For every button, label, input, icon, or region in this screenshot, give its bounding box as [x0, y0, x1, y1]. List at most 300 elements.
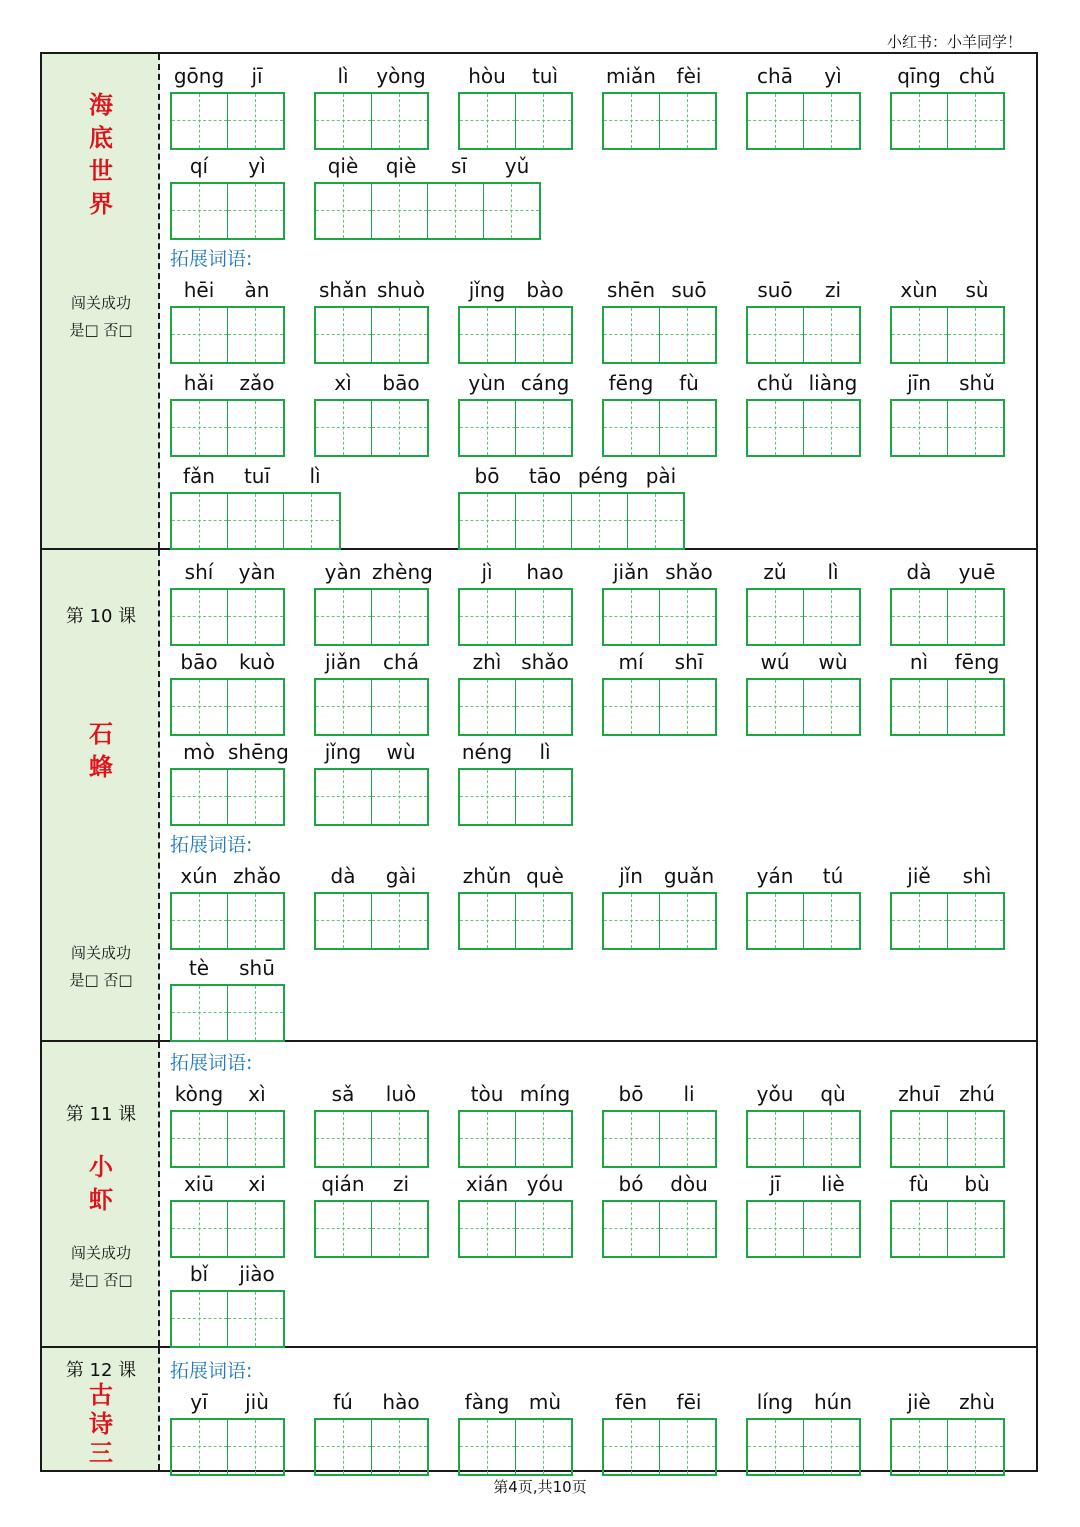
pinyin-label: jiǎn — [324, 650, 362, 674]
pinyin-label: shǎo — [521, 650, 569, 674]
lesson-sidebar — [42, 1042, 160, 1346]
tianzige-cell[interactable] — [316, 94, 372, 148]
tianzige-cell[interactable] — [172, 1420, 228, 1474]
pinyin-label: bó — [618, 1172, 644, 1196]
writing-grid[interactable] — [170, 768, 285, 826]
writing-grid[interactable] — [602, 678, 717, 736]
tianzige-cell[interactable] — [228, 894, 283, 948]
writing-grid[interactable] — [890, 678, 1005, 736]
writing-grid[interactable] — [170, 1290, 285, 1348]
writing-grid[interactable] — [602, 92, 717, 150]
pinyin-label: fēn — [614, 1390, 648, 1414]
pinyin-label: jīn — [907, 371, 931, 395]
tianzige-cell[interactable] — [316, 1202, 372, 1256]
writing-grid[interactable] — [458, 1110, 573, 1168]
tianzige-cell[interactable] — [228, 680, 283, 734]
tianzige-cell[interactable] — [172, 184, 228, 238]
tianzige-cell[interactable] — [316, 590, 372, 644]
tianzige-cell[interactable] — [804, 1420, 859, 1474]
writing-grid[interactable] — [890, 399, 1005, 457]
writing-grid[interactable] — [170, 306, 285, 364]
tianzige-cell[interactable] — [572, 494, 628, 548]
tianzige-cell[interactable] — [372, 770, 427, 824]
tianzige-cell[interactable] — [604, 308, 660, 362]
writing-grid[interactable] — [314, 892, 429, 950]
pinyin-label: zǎo — [239, 371, 275, 395]
tianzige-cell[interactable] — [372, 1202, 427, 1256]
writing-grid[interactable] — [458, 768, 573, 826]
title-char: 底 — [89, 123, 113, 152]
tianzige-cell[interactable] — [316, 308, 372, 362]
tianzige-cell[interactable] — [892, 1112, 948, 1166]
tianzige-cell[interactable] — [228, 1112, 283, 1166]
pinyin-label: yì — [824, 64, 842, 88]
writing-grid[interactable] — [746, 92, 861, 150]
tianzige-cell[interactable] — [172, 1202, 228, 1256]
tianzige-cell[interactable] — [372, 184, 428, 238]
tianzige-cell[interactable] — [948, 308, 1003, 362]
writing-grid[interactable] — [170, 678, 285, 736]
tianzige-cell[interactable] — [316, 1420, 372, 1474]
writing-grid[interactable] — [746, 399, 861, 457]
lesson-words — [160, 1042, 1036, 1346]
pinyin-label: shǎn — [318, 278, 368, 302]
writing-grid[interactable] — [170, 399, 285, 457]
lesson-sidebar — [42, 550, 160, 1040]
worksheet — [40, 52, 1038, 1472]
writing-grid[interactable] — [314, 1418, 429, 1476]
pinyin-label: bō — [474, 464, 500, 488]
tianzige-cell[interactable] — [172, 986, 228, 1040]
tianzige-cell[interactable] — [804, 1202, 859, 1256]
tianzige-cell[interactable] — [660, 894, 715, 948]
tianzige-cell[interactable] — [748, 1112, 804, 1166]
tianzige-cell[interactable] — [172, 94, 228, 148]
pinyin-label: sǎ — [331, 1082, 355, 1106]
tianzige-cell[interactable] — [748, 590, 804, 644]
pinyin-label: yàn — [324, 560, 362, 584]
writing-grid[interactable] — [314, 92, 429, 150]
pinyin-label: jiě — [907, 864, 931, 888]
tianzige-cell[interactable] — [172, 1292, 228, 1346]
pass-label: 闯关成功 — [70, 944, 131, 962]
pinyin-label: nì — [909, 650, 929, 674]
writing-grid[interactable] — [170, 182, 285, 240]
tianzige-cell[interactable] — [428, 184, 484, 238]
tianzige-cell[interactable] — [316, 1112, 372, 1166]
tianzige-cell[interactable] — [604, 590, 660, 644]
tianzige-cell[interactable] — [892, 1420, 948, 1474]
tianzige-cell[interactable] — [516, 770, 571, 824]
pinyin-label: hòu — [468, 64, 506, 88]
pinyin-label: hào — [382, 1390, 420, 1414]
tianzige-cell[interactable] — [460, 680, 516, 734]
writing-grid[interactable] — [746, 306, 861, 364]
writing-grid[interactable] — [458, 1418, 573, 1476]
pinyin-label: yǒu — [756, 1082, 794, 1106]
writing-grid[interactable] — [458, 1200, 573, 1258]
lesson-number: 第 10 课 — [65, 606, 137, 627]
writing-grid[interactable] — [458, 399, 573, 457]
tianzige-cell[interactable] — [660, 308, 715, 362]
tianzige-cell[interactable] — [228, 94, 283, 148]
tianzige-cell[interactable] — [228, 986, 283, 1040]
pinyin-label: zhèng — [372, 560, 433, 584]
tianzige-cell[interactable] — [748, 1202, 804, 1256]
tianzige-cell[interactable] — [804, 590, 859, 644]
pinyin-label: jī — [251, 64, 263, 88]
tianzige-cell[interactable] — [604, 680, 660, 734]
writing-grid[interactable] — [890, 588, 1005, 646]
pinyin-label: tuì — [531, 64, 559, 88]
lesson-title — [42, 1380, 160, 1467]
pass-label: 闯关成功 — [70, 1244, 131, 1262]
lesson-sidebar — [42, 1348, 160, 1470]
title-char: 古 — [89, 1380, 113, 1409]
pinyin-label: sī — [451, 154, 467, 178]
tianzige-cell[interactable] — [284, 494, 339, 548]
writing-grid[interactable] — [890, 1200, 1005, 1258]
tianzige-cell[interactable] — [516, 94, 571, 148]
tianzige-cell[interactable] — [228, 184, 283, 238]
tianzige-cell[interactable] — [892, 308, 948, 362]
pinyin-label: yǔ — [504, 154, 530, 178]
pinyin-label: fǎn — [183, 464, 215, 488]
writing-grid[interactable] — [746, 892, 861, 950]
tianzige-cell[interactable] — [516, 680, 571, 734]
tianzige-cell[interactable] — [460, 94, 516, 148]
writing-grid[interactable] — [170, 1418, 285, 1476]
tianzige-cell[interactable] — [316, 680, 372, 734]
tianzige-cell[interactable] — [660, 94, 715, 148]
tianzige-cell[interactable] — [892, 94, 948, 148]
tianzige-cell[interactable] — [484, 184, 539, 238]
pinyin-label: qiè — [385, 154, 417, 178]
tianzige-cell[interactable] — [804, 308, 859, 362]
tianzige-cell[interactable] — [172, 590, 228, 644]
tianzige-cell[interactable] — [460, 494, 516, 548]
pinyin-label: xián — [465, 1172, 509, 1196]
writing-grid[interactable] — [602, 1200, 717, 1258]
tianzige-cell[interactable] — [748, 894, 804, 948]
tianzige-cell[interactable] — [660, 680, 715, 734]
pinyin-label: pài — [645, 464, 677, 488]
tianzige-cell[interactable] — [372, 680, 427, 734]
tianzige-cell[interactable] — [372, 590, 427, 644]
writing-grid[interactable] — [314, 182, 541, 240]
tianzige-cell[interactable] — [948, 401, 1003, 455]
writing-grid[interactable] — [458, 588, 573, 646]
tianzige-cell[interactable] — [172, 494, 228, 548]
pinyin-label: mù — [528, 1390, 562, 1414]
writing-grid[interactable] — [602, 892, 717, 950]
tianzige-cell[interactable] — [316, 894, 372, 948]
tianzige-cell[interactable] — [892, 590, 948, 644]
writing-grid[interactable] — [602, 399, 717, 457]
tianzige-cell[interactable] — [660, 1420, 715, 1474]
writing-grid[interactable] — [602, 1110, 717, 1168]
pass-checkbox[interactable]: 是□ 否□ — [69, 971, 133, 989]
writing-grid[interactable] — [890, 1418, 1005, 1476]
pinyin-label: bǐ — [189, 1262, 209, 1286]
lesson-number: 第 11 课 — [65, 1104, 137, 1125]
tianzige-cell[interactable] — [228, 770, 283, 824]
pinyin-label: xùn — [900, 278, 938, 302]
tianzige-cell[interactable] — [372, 308, 427, 362]
writing-grid[interactable] — [458, 678, 573, 736]
tianzige-cell[interactable] — [948, 1202, 1003, 1256]
title-char: 海 — [89, 90, 113, 119]
pinyin-label: jiè — [907, 1390, 931, 1414]
pinyin-label: shēng — [228, 740, 289, 764]
tianzige-cell[interactable] — [372, 94, 427, 148]
tianzige-cell[interactable] — [228, 590, 283, 644]
tianzige-cell[interactable] — [948, 1420, 1003, 1474]
writing-grid[interactable] — [746, 588, 861, 646]
writing-grid[interactable] — [170, 984, 285, 1042]
tianzige-cell[interactable] — [748, 401, 804, 455]
writing-grid[interactable] — [458, 306, 573, 364]
tianzige-cell[interactable] — [228, 401, 283, 455]
pinyin-label: zǔ — [763, 560, 787, 584]
writing-grid[interactable] — [314, 678, 429, 736]
pinyin-label: xiū — [183, 1172, 215, 1196]
tianzige-cell[interactable] — [604, 1420, 660, 1474]
tianzige-cell[interactable] — [804, 894, 859, 948]
writing-grid[interactable] — [746, 1200, 861, 1258]
tianzige-cell[interactable] — [172, 401, 228, 455]
tianzige-cell[interactable] — [372, 1420, 427, 1474]
tianzige-cell[interactable] — [892, 894, 948, 948]
pinyin-label: mí — [618, 650, 644, 674]
tianzige-cell[interactable] — [748, 308, 804, 362]
title-char: 石 — [89, 719, 113, 748]
pinyin-label: jì — [481, 560, 493, 584]
pinyin-label: qù — [820, 1082, 846, 1106]
tianzige-cell[interactable] — [892, 1202, 948, 1256]
tianzige-cell[interactable] — [228, 308, 283, 362]
lesson-title — [42, 1150, 160, 1216]
writing-grid[interactable] — [890, 92, 1005, 150]
writing-grid[interactable] — [170, 92, 285, 150]
lesson-words — [160, 54, 1036, 548]
pinyin-label: yī — [190, 1390, 208, 1414]
pinyin-label: què — [526, 864, 564, 888]
pinyin-label: wú — [760, 650, 790, 674]
pass-checkbox[interactable]: 是□ 否□ — [69, 1271, 133, 1289]
pinyin-label: cáng — [520, 371, 570, 395]
tianzige-cell[interactable] — [172, 770, 228, 824]
tianzige-cell[interactable] — [516, 1112, 571, 1166]
pinyin-label: néng — [461, 740, 513, 764]
writing-grid[interactable] — [890, 892, 1005, 950]
pinyin-label: wù — [386, 740, 416, 764]
title-char: 三 — [89, 1438, 113, 1467]
pinyin-label: jiǎn — [612, 560, 650, 584]
pinyin-label: zhǔn — [462, 864, 512, 888]
pinyin-label: jǐng — [324, 740, 362, 764]
tianzige-cell[interactable] — [460, 894, 516, 948]
pinyin-label: luò — [385, 1082, 417, 1106]
tianzige-cell[interactable] — [172, 1112, 228, 1166]
tianzige-cell[interactable] — [948, 1112, 1003, 1166]
tianzige-cell[interactable] — [892, 401, 948, 455]
tianzige-cell[interactable] — [228, 1292, 283, 1346]
tianzige-cell[interactable] — [748, 1420, 804, 1474]
pinyin-label: jǐn — [619, 864, 643, 888]
pinyin-label: shì — [962, 864, 992, 888]
pinyin-label: dà — [330, 864, 356, 888]
writing-grid[interactable] — [170, 492, 341, 550]
tianzige-cell[interactable] — [516, 894, 571, 948]
pinyin-label: chā — [757, 64, 793, 88]
tianzige-cell[interactable] — [804, 1112, 859, 1166]
writing-grid[interactable] — [890, 306, 1005, 364]
tianzige-cell[interactable] — [172, 894, 228, 948]
tianzige-cell[interactable] — [660, 401, 715, 455]
pinyin-label: qián — [321, 1172, 365, 1196]
tianzige-cell[interactable] — [660, 1112, 715, 1166]
tianzige-cell[interactable] — [516, 494, 572, 548]
tianzige-cell[interactable] — [372, 894, 427, 948]
writing-grid[interactable] — [890, 1110, 1005, 1168]
extension-words-label: 拓展词语: — [170, 1052, 253, 1074]
pinyin-label: zhǎo — [233, 864, 281, 888]
writing-grid[interactable] — [314, 588, 429, 646]
pinyin-label: shēn — [606, 278, 656, 302]
tianzige-cell[interactable] — [804, 401, 859, 455]
tianzige-cell[interactable] — [460, 590, 516, 644]
writing-grid[interactable] — [314, 1110, 429, 1168]
writing-grid[interactable] — [458, 492, 685, 550]
tianzige-cell[interactable] — [604, 94, 660, 148]
pinyin-label: fēng — [954, 650, 1000, 674]
pinyin-label: fàng — [464, 1390, 510, 1414]
tianzige-cell[interactable] — [372, 1112, 427, 1166]
pass-check — [42, 1240, 160, 1294]
tianzige-cell[interactable] — [804, 94, 859, 148]
tianzige-cell[interactable] — [948, 680, 1003, 734]
writing-grid[interactable] — [170, 892, 285, 950]
writing-grid[interactable] — [170, 1110, 285, 1168]
tianzige-cell[interactable] — [604, 1202, 660, 1256]
tianzige-cell[interactable] — [604, 894, 660, 948]
pass-check — [42, 940, 160, 994]
tianzige-cell[interactable] — [460, 1420, 516, 1474]
tianzige-cell[interactable] — [628, 494, 683, 548]
pinyin-label: guǎn — [663, 864, 715, 888]
tianzige-cell[interactable] — [172, 308, 228, 362]
header-note: 小红书：小羊同学！ — [886, 33, 1022, 51]
tianzige-cell[interactable] — [516, 401, 571, 455]
writing-grid[interactable] — [314, 768, 429, 826]
tianzige-cell[interactable] — [316, 770, 372, 824]
tianzige-cell[interactable] — [228, 1202, 283, 1256]
pass-label: 闯关成功 — [70, 294, 131, 312]
tianzige-cell[interactable] — [460, 401, 516, 455]
title-char: 小 — [89, 1152, 113, 1181]
pinyin-label: fèi — [676, 64, 702, 88]
pinyin-label: yuē — [958, 560, 996, 584]
tianzige-cell[interactable] — [892, 680, 948, 734]
title-char: 虾 — [89, 1185, 113, 1214]
writing-grid[interactable] — [602, 588, 717, 646]
extension-words-label: 拓展词语: — [170, 1360, 253, 1382]
tianzige-cell[interactable] — [372, 401, 427, 455]
writing-grid[interactable] — [314, 399, 429, 457]
tianzige-cell[interactable] — [660, 1202, 715, 1256]
pinyin-label: bāo — [382, 371, 420, 395]
writing-grid[interactable] — [458, 892, 573, 950]
writing-grid[interactable] — [746, 1110, 861, 1168]
lesson-title — [42, 717, 160, 783]
pinyin-label: fù — [679, 371, 699, 395]
tianzige-cell[interactable] — [948, 94, 1003, 148]
pinyin-label: chá — [383, 650, 419, 674]
pinyin-label: bù — [964, 1172, 990, 1196]
pinyin-label: jiào — [239, 1262, 275, 1286]
pinyin-label: zhì — [472, 650, 502, 674]
lesson-title — [42, 88, 160, 220]
writing-grid[interactable] — [170, 1200, 285, 1258]
tianzige-cell[interactable] — [748, 680, 804, 734]
writing-grid[interactable] — [602, 1418, 717, 1476]
tianzige-cell[interactable] — [516, 590, 571, 644]
pinyin-label: gài — [385, 864, 417, 888]
tianzige-cell[interactable] — [460, 1202, 516, 1256]
tianzige-cell[interactable] — [748, 94, 804, 148]
pinyin-label: lì — [337, 64, 349, 88]
pinyin-label: hǎi — [183, 371, 215, 395]
tianzige-cell[interactable] — [316, 401, 372, 455]
writing-grid[interactable] — [314, 306, 429, 364]
pass-checkbox[interactable]: 是□ 否□ — [69, 321, 133, 339]
pinyin-label: qí — [189, 154, 209, 178]
tianzige-cell[interactable] — [516, 308, 571, 362]
writing-grid[interactable] — [170, 588, 285, 646]
tianzige-cell[interactable] — [948, 590, 1003, 644]
pinyin-label: lì — [309, 464, 321, 488]
tianzige-cell[interactable] — [604, 401, 660, 455]
tianzige-cell[interactable] — [604, 1112, 660, 1166]
tianzige-cell[interactable] — [948, 894, 1003, 948]
writing-grid[interactable] — [746, 1418, 861, 1476]
pinyin-label: míng — [519, 1082, 571, 1106]
writing-grid[interactable] — [314, 1200, 429, 1258]
tianzige-cell[interactable] — [516, 1420, 571, 1474]
tianzige-cell[interactable] — [660, 590, 715, 644]
tianzige-cell[interactable] — [460, 1112, 516, 1166]
pinyin-label: tāo — [528, 464, 562, 488]
tianzige-cell[interactable] — [228, 494, 284, 548]
pinyin-label: gōng — [173, 64, 225, 88]
writing-grid[interactable] — [602, 306, 717, 364]
tianzige-cell[interactable] — [516, 1202, 571, 1256]
tianzige-cell[interactable] — [804, 680, 859, 734]
tianzige-cell[interactable] — [316, 184, 372, 238]
pinyin-label: kuò — [239, 650, 275, 674]
tianzige-cell[interactable] — [228, 1420, 283, 1474]
pinyin-label: miǎn — [606, 64, 656, 88]
pinyin-label: suō — [671, 278, 707, 302]
pinyin-label: fú — [333, 1390, 353, 1414]
tianzige-cell[interactable] — [460, 308, 516, 362]
pinyin-label: àn — [244, 278, 270, 302]
tianzige-cell[interactable] — [172, 680, 228, 734]
writing-grid[interactable] — [746, 678, 861, 736]
tianzige-cell[interactable] — [460, 770, 516, 824]
writing-grid[interactable] — [458, 92, 573, 150]
